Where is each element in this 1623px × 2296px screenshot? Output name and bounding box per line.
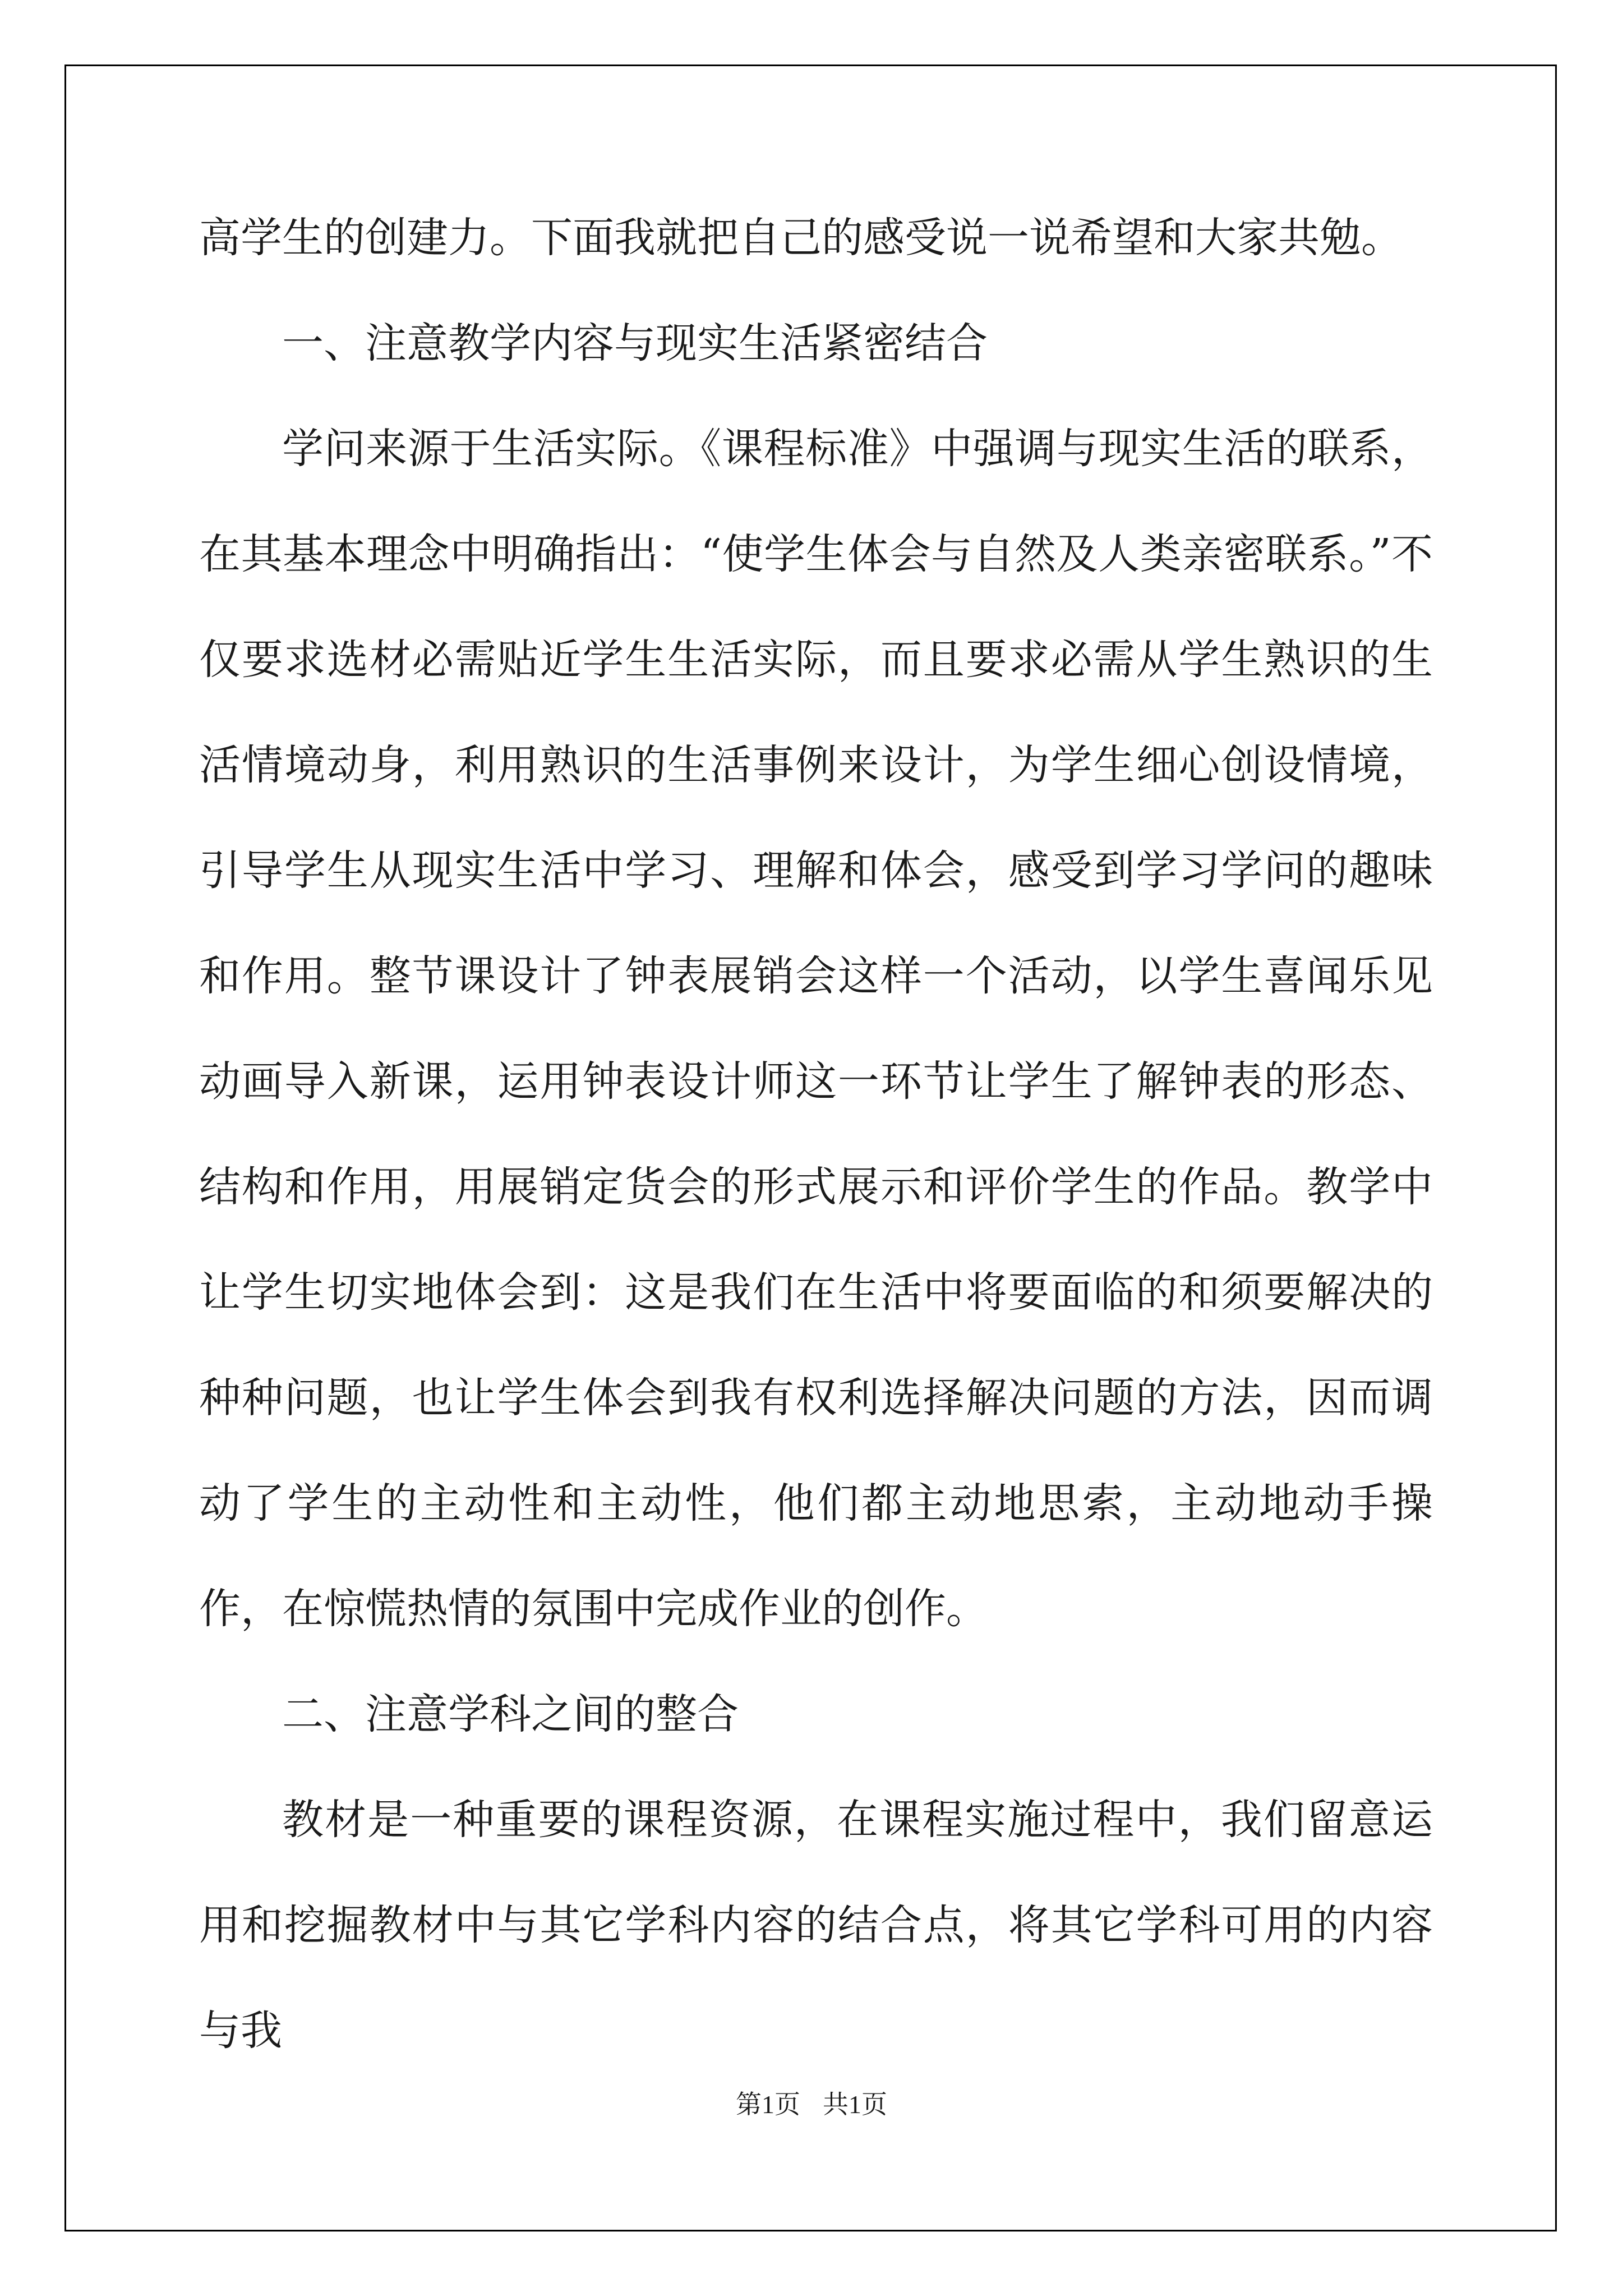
page-footer bbox=[0, 2088, 1623, 2122]
page-number: 第1页 bbox=[736, 2090, 800, 2119]
paragraph-section-1: 学问来源于生活实际。《课程标准》中强调与现实生活的联系，在其基本理念中明确指出：“使学生体会与自然及人类亲密联系。”不仅要求选材必需贴近学生生活实际，而且要求必需从学生熟识的生活情境动身，利用熟识的生活事例来设计，为学生细心创设情境，引导学生从现实生活中学习、理解和体会，感受到学习学问的趣味和作用。整节课设计了钟表展销会这样一个活动，以学生喜闻乐见动画导入新课，运用钟表设计师这一环节让学生了解钟表的形态、结构和作用，用展销定货会的形式展示和评价学生的作品。教学中让学生切实地体会到：这是我们在生活中将要面临的和须要解决的种种问题，也让学生体会到我有权利选择解决问题的方法，因而调动了学生的主动性和主动性，他们都主动地思索，主动地动手操作，在惊慌热情的氛围中完成作业的创作。 bbox=[199, 425, 1433, 1633]
document-body bbox=[199, 185, 1433, 2083]
paragraph-section-2: 教材是一种重要的课程资源，在课程实施过程中，我们留意运用和挖掘教材中与其它学科内容的结合点，将其它学科可用的内容与我 bbox=[199, 1796, 1433, 2055]
section-heading-2: 二、注意学科之间的整合 bbox=[282, 1690, 739, 1738]
page-total: 共1页 bbox=[823, 2090, 887, 2119]
section-heading-1: 一、注意教学内容与现实生活紧密结合 bbox=[282, 319, 988, 367]
paragraph-intro: 高学生的创建力。下面我就把自己的感受说一说希望和大家共勉。 bbox=[199, 214, 1403, 262]
